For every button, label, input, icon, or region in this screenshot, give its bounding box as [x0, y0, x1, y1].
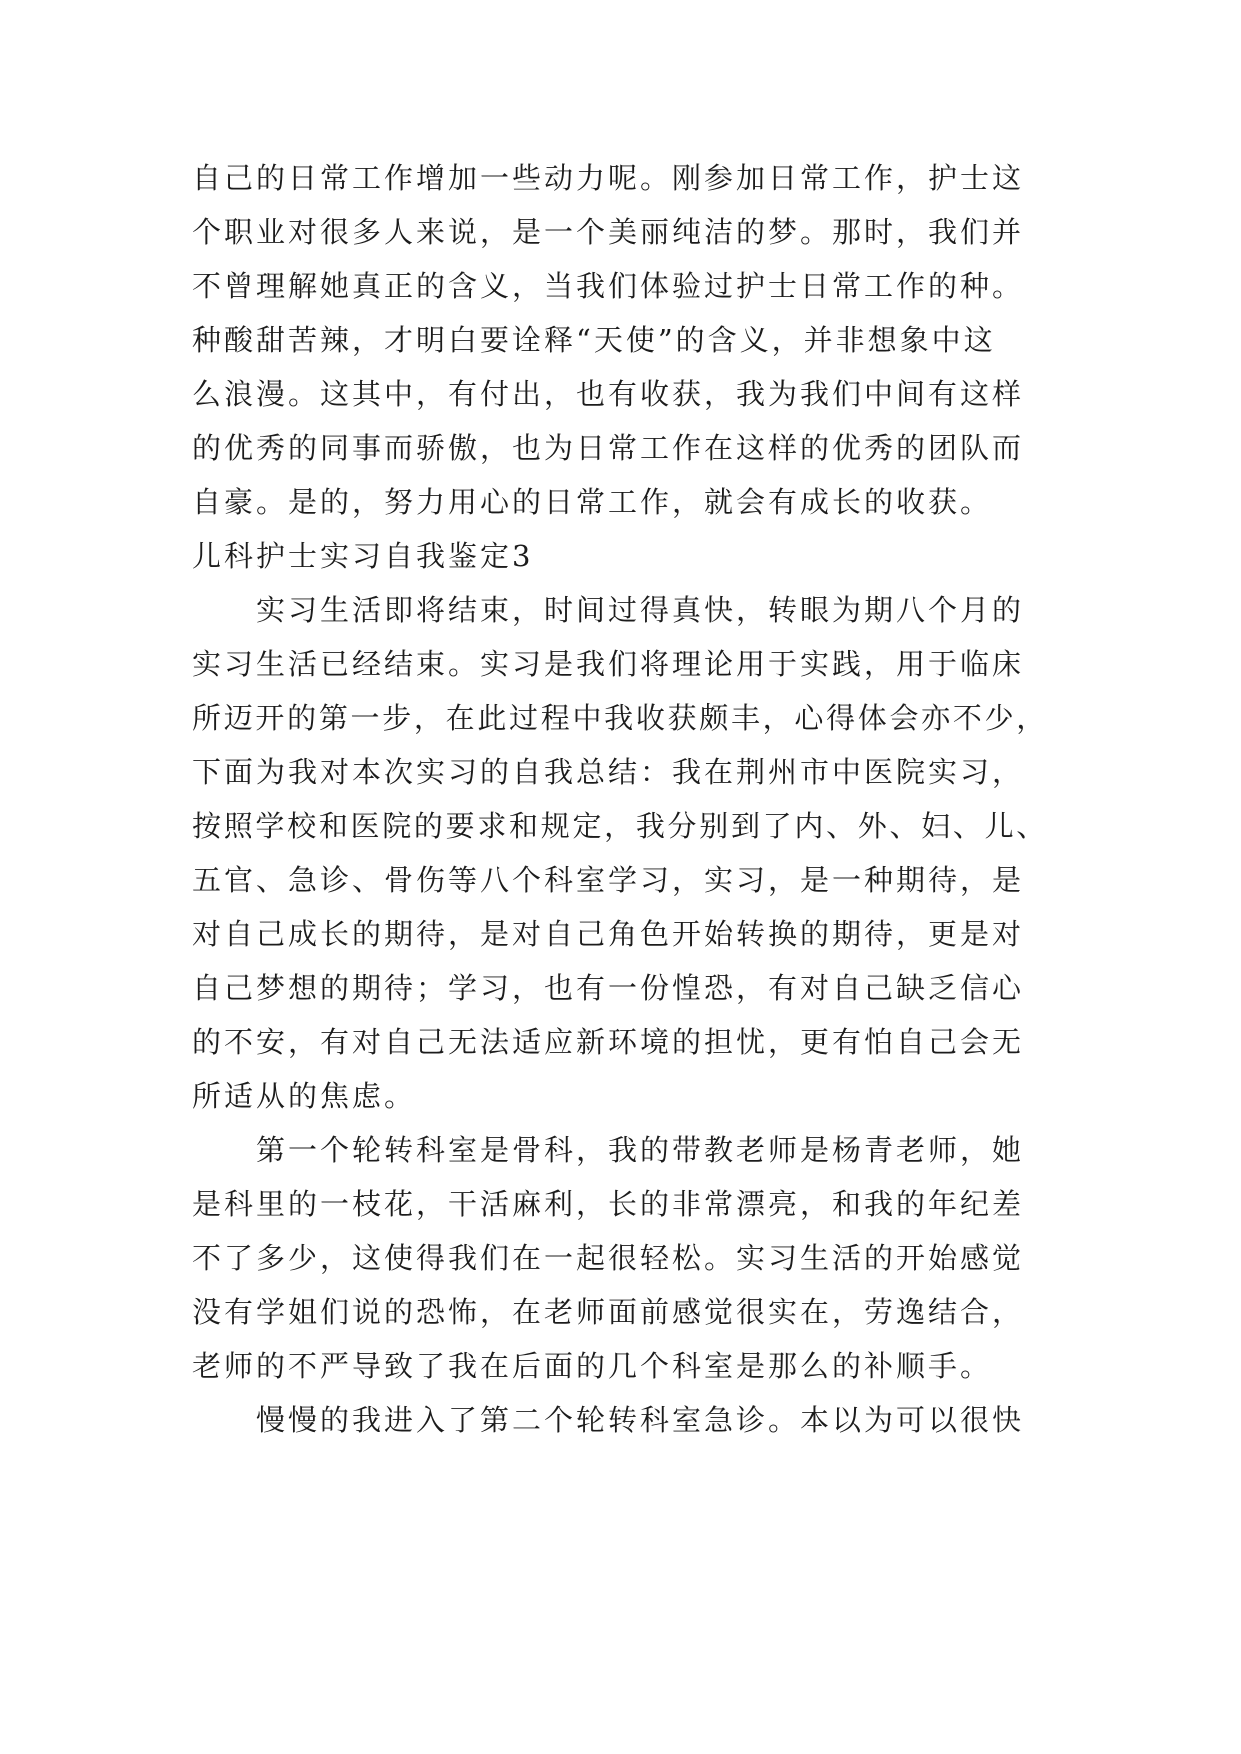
paragraph-first-line: 实习生活即将结束，时间过得真快，转眼为期八个月的: [256, 593, 1025, 627]
text-line: 所迈开的第一步，在此过程中我收获颇丰，心得体会亦不少，: [192, 701, 1049, 735]
text-line: 没有学姐们说的恐怖，在老师面前感觉很实在，劳逸结合，: [192, 1295, 1025, 1329]
text-line: 下面为我对本次实习的自我总结：我在荆州市中医院实习，: [192, 755, 1025, 789]
text-line: 的优秀的同事而骄傲，也为日常工作在这样的优秀的团队而: [192, 431, 1025, 465]
text-line: 所适从的焦虑。: [192, 1079, 417, 1113]
section-heading: 儿科护士实习自我鉴定3: [192, 539, 534, 573]
text-line: 么浪漫。这其中，有付出，也有收获，我为我们中间有这样: [192, 377, 1025, 411]
text-line: 五官、急诊、骨伤等八个科室学习，实习，是一种期待，是: [192, 863, 1025, 897]
paragraph-first-line: 慢慢的我进入了第二个轮转科室急诊。本以为可以很快: [256, 1403, 1025, 1437]
text-line: 不曾理解她真正的含义，当我们体验过护士日常工作的种。: [192, 269, 1025, 303]
text-line: 自豪。是的，努力用心的日常工作，就会有成长的收获。: [192, 485, 993, 519]
text-line: 按照学校和医院的要求和规定，我分别到了内、外、妇、儿、: [192, 809, 1049, 843]
text-line: 种酸甜苦辣，才明白要诠释“天使”的含义，并非想象中这: [192, 323, 996, 357]
text-line: 老师的不严导致了我在后面的几个科室是那么的补顺手。: [192, 1349, 993, 1383]
text-line: 个职业对很多人来说，是一个美丽纯洁的梦。那时，我们并: [192, 215, 1025, 249]
text-line: 的不安，有对自己无法适应新环境的担忧，更有怕自己会无: [192, 1025, 1025, 1059]
paragraph-first-line: 第一个轮转科室是骨科，我的带教老师是杨青老师，她: [256, 1133, 1025, 1167]
text-line: 自己的日常工作增加一些动力呢。刚参加日常工作，护士这: [192, 161, 1025, 195]
text-line: 实习生活已经结束。实习是我们将理论用于实践，用于临床: [192, 647, 1025, 681]
text-line: 不了多少，这使得我们在一起很轻松。实习生活的开始感觉: [192, 1241, 1025, 1275]
text-line: 对自己成长的期待，是对自己角色开始转换的期待，更是对: [192, 917, 1025, 951]
text-line: 是科里的一枝花，干活麻利，长的非常漂亮，和我的年纪差: [192, 1187, 1025, 1221]
text-line: 自己梦想的期待；学习，也有一份惶恐，有对自己缺乏信心: [192, 971, 1025, 1005]
